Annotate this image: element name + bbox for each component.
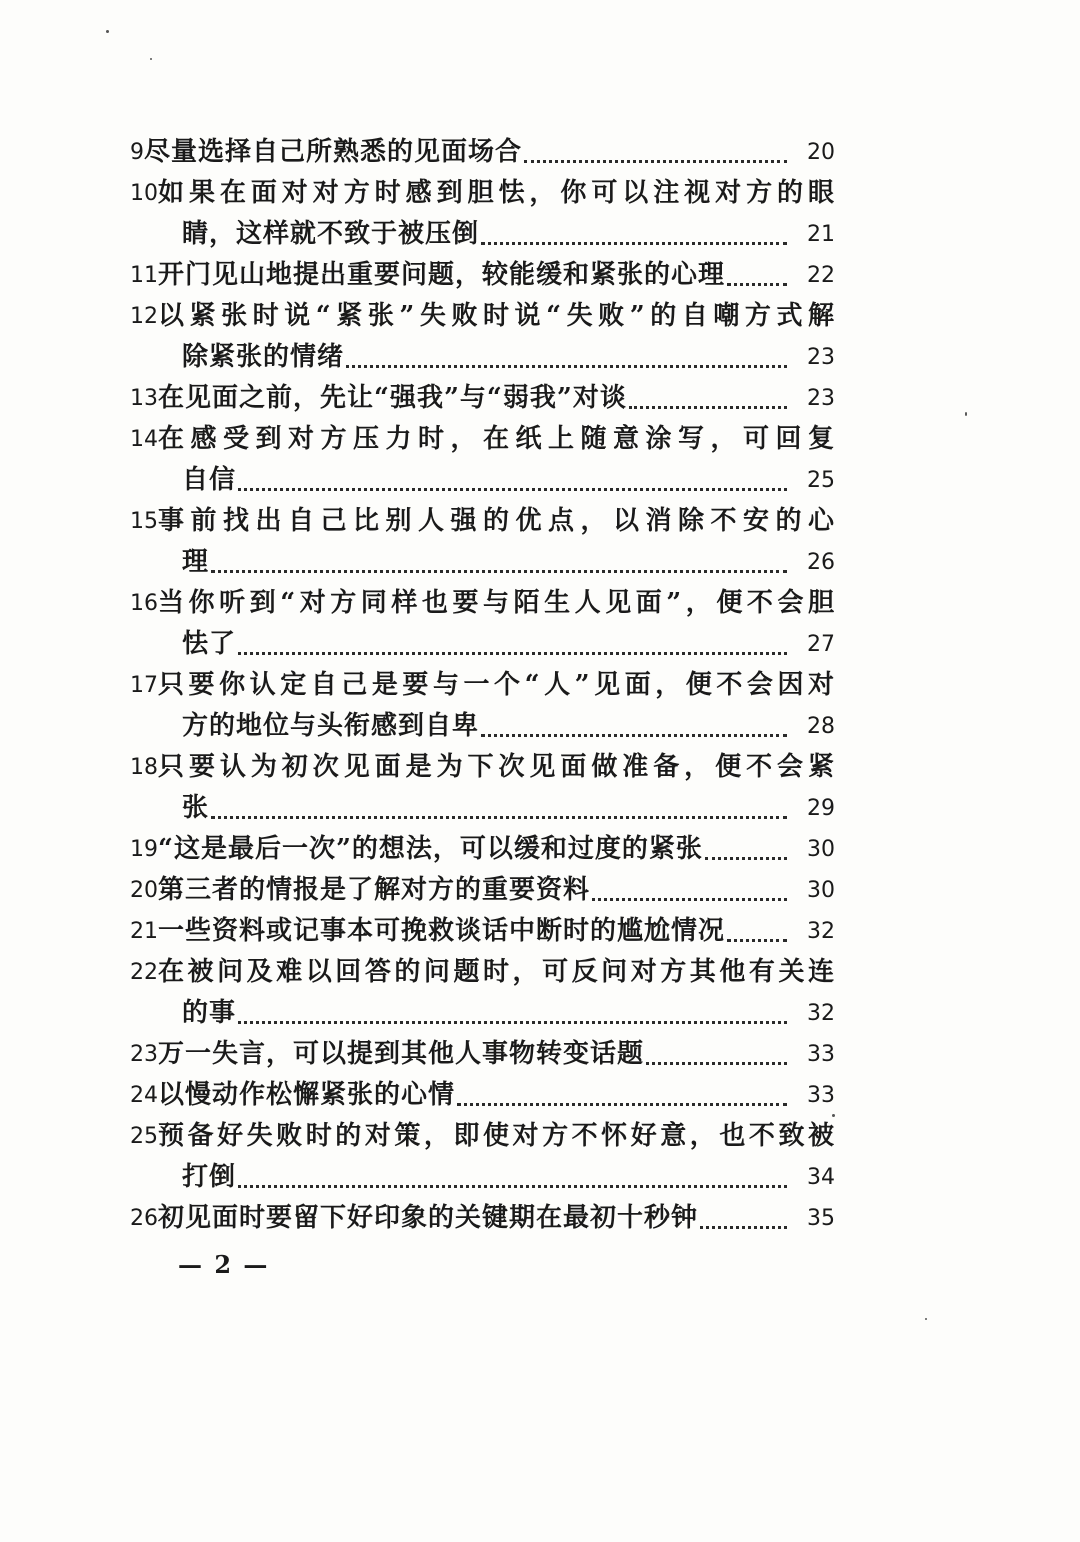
table-of-contents <box>130 132 835 1239</box>
toc-entry-number: 24 <box>130 1083 158 1108</box>
toc-entry <box>130 378 835 419</box>
dot-leader <box>727 242 787 286</box>
toc-entry-title: 开门见山地提出重要问题，较能缓和紧张的心理 <box>158 260 726 290</box>
toc-entry-title: 以慢动作松懈紧张的心情 <box>158 1080 456 1110</box>
toc-entry-title: 事前找出自己比别人强的优点，以消除不安的心 <box>158 506 835 536</box>
toc-entry-title: 当你听到“对方同样也要与陌生人见面”，便不会胆 <box>158 588 835 618</box>
toc-entry-number: 23 <box>130 1042 158 1067</box>
toc-entry-title: 万一失言，可以提到其他人事物转变话题 <box>158 1039 645 1069</box>
toc-entry <box>130 911 835 952</box>
toc-entry-title: 在见面之前，先让“强我”与“弱我”对谈 <box>158 383 627 413</box>
toc-entry-title-continued: 自信 <box>182 465 237 495</box>
dot-leader <box>238 611 787 655</box>
toc-entry-page-number: 23 <box>807 386 835 411</box>
dot-leader <box>238 980 787 1024</box>
toc-entry-number: 11 <box>130 263 158 288</box>
toc-entry-title-continued: 打倒 <box>182 1162 237 1192</box>
dot-leader <box>211 529 787 573</box>
scan-speck <box>150 58 152 60</box>
toc-entry-title: 第三者的情报是了解对方的重要资料 <box>158 875 591 905</box>
toc-entry-page-number: 33 <box>807 1083 835 1108</box>
toc-entry-page-number: 27 <box>807 632 835 657</box>
toc-entry-number: 14 <box>130 427 158 452</box>
toc-entry-title-continued: 的事 <box>182 998 237 1028</box>
toc-entry-page-number: 35 <box>807 1206 835 1231</box>
toc-entry <box>130 1198 835 1239</box>
dot-leader <box>457 1062 787 1106</box>
toc-entry-page-number: 32 <box>807 1001 835 1026</box>
toc-entry-number: 21 <box>130 919 158 944</box>
dot-leader <box>700 1185 787 1229</box>
toc-entry-number: 16 <box>130 591 158 616</box>
toc-entry-number: 13 <box>130 386 158 411</box>
dot-leader <box>629 365 787 409</box>
toc-entry-title: 一些资料或记事本可挽救谈话中断时的尴尬情况 <box>158 916 726 946</box>
toc-entry-page-number: 33 <box>807 1042 835 1067</box>
dot-leader <box>705 816 787 860</box>
toc-entry-page-number: 30 <box>807 837 835 862</box>
page-number-footer: — 2 — <box>178 1250 270 1279</box>
toc-entry-title: 以紧张时说“紧张”失败时说“失败”的自嘲方式解 <box>158 301 835 331</box>
dot-leader <box>727 898 787 942</box>
dot-leader <box>238 1144 787 1188</box>
toc-entry-title-continued: 睛，这样就不致于被压倒 <box>182 219 480 249</box>
toc-entry-number: 19 <box>130 837 158 862</box>
toc-entry-page-number: 23 <box>807 345 835 370</box>
toc-entry-number: 15 <box>130 509 158 534</box>
toc-entry-continuation <box>130 706 835 747</box>
toc-entry-continuation <box>130 460 835 501</box>
toc-entry-page-number: 28 <box>807 714 835 739</box>
toc-entry-page-number: 25 <box>807 468 835 493</box>
toc-entry <box>130 1075 835 1116</box>
toc-entry-title: 尽量选择自己所熟悉的见面场合 <box>144 137 523 167</box>
toc-entry-number: 9 <box>130 140 144 165</box>
toc-entry-number: 10 <box>130 181 158 206</box>
toc-entry-title: 在被问及难以回答的问题时，可反问对方其他有关连 <box>158 957 835 987</box>
dot-leader <box>646 1021 787 1065</box>
dot-leader <box>346 324 787 368</box>
toc-entry-title-continued: 方的地位与头衔感到自卑 <box>182 711 480 741</box>
scan-speck <box>925 1318 927 1320</box>
toc-entry-title: 只要你认定自己是要与一个“人”见面，便不会因对 <box>158 670 835 700</box>
toc-entry <box>130 132 835 173</box>
dot-leader <box>238 447 787 491</box>
toc-entry-page-number: 21 <box>807 222 835 247</box>
toc-entry-page-number: 22 <box>807 263 835 288</box>
toc-entry-number: 12 <box>130 304 158 329</box>
toc-entry-continuation <box>130 624 835 665</box>
dot-leader <box>481 693 787 737</box>
toc-entry-number: 26 <box>130 1206 158 1231</box>
toc-entry-page-number: 26 <box>807 550 835 575</box>
dot-leader <box>592 857 787 901</box>
toc-entry-number: 22 <box>130 960 158 985</box>
toc-entry-page-number: 32 <box>807 919 835 944</box>
dot-leader <box>211 775 787 819</box>
toc-entry-page-number: 29 <box>807 796 835 821</box>
toc-entry-title: 如果在面对对方时感到胆怯，你可以注视对方的眼 <box>158 178 835 208</box>
scan-speck <box>106 30 109 33</box>
toc-entry-page-number: 20 <box>807 140 835 165</box>
toc-entry-page-number: 30 <box>807 878 835 903</box>
toc-entry-number: 25 <box>130 1124 158 1149</box>
toc-entry-continuation <box>130 542 835 583</box>
toc-entry-title-continued: 怯了 <box>182 629 237 659</box>
toc-entry-title-continued: 张 <box>182 793 210 823</box>
dot-leader <box>481 201 787 245</box>
toc-entry-page-number: 34 <box>807 1165 835 1190</box>
toc-entry-title: 只要认为初次见面是为下次见面做准备，便不会紧 <box>158 752 835 782</box>
toc-entry-title: “这是最后一次”的想法，可以缓和过度的紧张 <box>158 834 703 864</box>
toc-entry-title-continued: 除紧张的情绪 <box>182 342 345 372</box>
scan-speck <box>965 412 967 416</box>
toc-entry-title: 在感受到对方压力时，在纸上随意涂写，可回复 <box>158 424 835 454</box>
toc-entry-title: 预备好失败时的对策，即使对方不怀好意，也不致被 <box>158 1121 835 1151</box>
dot-leader <box>524 119 787 163</box>
toc-entry-title: 初见面时要留下好印象的关键期在最初十秒钟 <box>158 1203 699 1233</box>
toc-entry-number: 18 <box>130 755 158 780</box>
toc-entry-number: 17 <box>130 673 158 698</box>
toc-entry-title-continued: 理 <box>182 547 210 577</box>
toc-entry <box>130 255 835 296</box>
toc-entry-number: 20 <box>130 878 158 903</box>
